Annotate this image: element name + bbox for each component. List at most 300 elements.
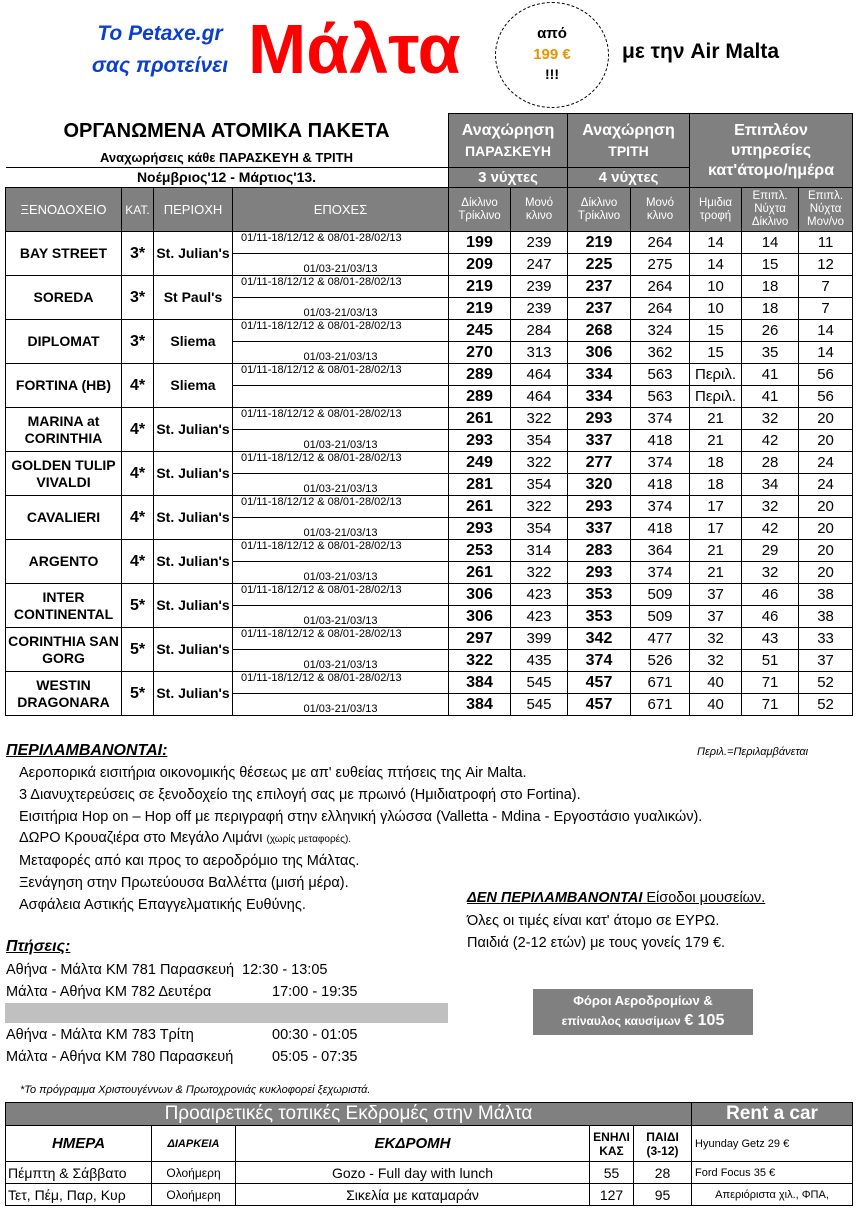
extra-night-single: 14 xyxy=(799,320,853,342)
hotel-price-row xyxy=(6,628,853,650)
price-fri-double: 289 xyxy=(449,386,511,408)
price-fri-single: 322 xyxy=(511,496,568,518)
taxes-line-2: επίναυλος καυσίμων xyxy=(561,1014,681,1028)
packages-title: ΟΡΓΑΝΩΜΕΝΑ ΑΤΟΜΙΚΑ ΠΑΚΕΤΑ xyxy=(63,120,390,142)
price-fri-double: 245 xyxy=(449,320,511,342)
price-tue-double: 320 xyxy=(568,474,631,496)
hotel-price-row xyxy=(6,276,853,298)
hotel-category: 5* xyxy=(122,584,154,628)
hotel-price-row xyxy=(6,364,853,386)
extra-night-single: 11 xyxy=(799,232,853,254)
extra-night-single: 12 xyxy=(799,254,853,276)
hotel-category: 3* xyxy=(122,276,154,320)
extra-night-single: 33 xyxy=(799,628,853,650)
price-tue-double: 334 xyxy=(568,364,631,386)
season-period: 01/03-21/03/13 xyxy=(233,650,449,672)
dep-fri-line2: ΠΑΡΑΣΚΕΥΗ xyxy=(465,142,551,159)
flights-title: Πτήσεις: xyxy=(6,938,71,955)
price-fri-double: 261 xyxy=(449,562,511,584)
dep-tue-header xyxy=(568,114,690,168)
price-fri-single: 464 xyxy=(511,364,568,386)
rent-title: Rent a car xyxy=(692,1103,853,1126)
hotel-price-row xyxy=(6,452,853,474)
extra-night-single: 56 xyxy=(799,364,853,386)
price-tue-single: 563 xyxy=(631,386,690,408)
half-board-price: 14 xyxy=(690,232,742,254)
half-board-price: 10 xyxy=(690,298,742,320)
price-fri-single: 399 xyxy=(511,628,568,650)
extra-night-single: 56 xyxy=(799,386,853,408)
hotel-name: WESTIN DRAGONARA xyxy=(6,672,122,716)
hotel-area: St. Julian's xyxy=(154,232,233,276)
hotel-area: Sliema xyxy=(154,364,233,408)
flight-route: Μάλτα - Αθήνα ΚΜ 780 Παρασκευή xyxy=(6,1049,234,1065)
season-period: 01/03-21/03/13 xyxy=(233,474,449,496)
excursion-row xyxy=(6,1162,853,1184)
season-period: 01/11-18/12/12 & 08/01-28/02/13 xyxy=(233,452,449,474)
hotel-category: 5* xyxy=(122,672,154,716)
half-board-price: 15 xyxy=(690,320,742,342)
price-tue-single: 563 xyxy=(631,364,690,386)
col-label: κλινο xyxy=(646,209,674,222)
price-tue-double: 337 xyxy=(568,430,631,452)
half-board-price: Περιλ. xyxy=(690,386,742,408)
price-tue-double: 353 xyxy=(568,606,631,628)
hotel-category: 4* xyxy=(122,408,154,452)
include-item: Ξενάγηση στην Πρωτεύουσα Βαλλέττα (μισή μέρα). xyxy=(19,874,349,891)
price-fri-single: 354 xyxy=(511,474,568,496)
price-fri-single: 354 xyxy=(511,430,568,452)
col-label: Μονό xyxy=(524,196,554,209)
dep-fri-header xyxy=(449,114,568,168)
season-period: 01/11-18/12/12 & 08/01-28/02/13 xyxy=(233,364,449,386)
hotel-category: 5* xyxy=(122,628,154,672)
taxes-line-2-wrap xyxy=(533,1011,753,1031)
half-board-price: 15 xyxy=(690,342,742,364)
extra-night-single: 20 xyxy=(799,540,853,562)
flight-route: Μάλτα - Αθήνα ΚΜ 782 Δευτέρα xyxy=(6,984,212,1000)
col-label: Μον/νο xyxy=(807,216,845,228)
flight-time: 00:30 - 01:05 xyxy=(272,1027,358,1043)
price-tue-single: 374 xyxy=(631,562,690,584)
price-fri-double: 270 xyxy=(449,342,511,364)
hotel-name: SOREDA xyxy=(6,276,122,320)
price-fri-single: 423 xyxy=(511,584,568,606)
price-tue-double: 277 xyxy=(568,452,631,474)
col-extra-night-double xyxy=(742,188,799,232)
dep-tue-line2: ΤΡΙΤΗ xyxy=(608,142,649,159)
taxes-box xyxy=(533,989,753,1035)
cruise-note: (χωρίς μεταφορές). xyxy=(266,834,352,846)
price-tue-double: 219 xyxy=(568,232,631,254)
extra-night-double: 28 xyxy=(742,452,799,474)
season-period: 01/11-18/12/12 & 08/01-28/02/13 xyxy=(233,408,449,430)
price-fri-double: 249 xyxy=(449,452,511,474)
price-tue-double: 334 xyxy=(568,386,631,408)
prices-note: Όλες οι τιμές είναι κατ' άτομο σε ΕΥΡΩ. xyxy=(467,913,720,929)
extra-night-double: 29 xyxy=(742,540,799,562)
extra-night-double: 32 xyxy=(742,562,799,584)
hotel-category: 4* xyxy=(122,364,154,408)
extra-night-double: 18 xyxy=(742,276,799,298)
title-spacer-2 xyxy=(6,168,449,188)
col-label: Ημιδια xyxy=(698,196,733,209)
half-board-price: 40 xyxy=(690,694,742,716)
col-half-board xyxy=(690,188,742,232)
price-tue-single: 374 xyxy=(631,496,690,518)
season-period: 01/11-18/12/12 & 08/01-28/02/13 xyxy=(233,672,449,694)
price-tue-double: 283 xyxy=(568,540,631,562)
season-period: 01/11-18/12/12 & 08/01-28/02/13 xyxy=(233,232,449,254)
flight-row xyxy=(6,982,357,1004)
half-board-price: 14 xyxy=(690,254,742,276)
col-label: Νύχτα xyxy=(809,203,842,215)
season-period: 01/11-18/12/12 & 08/01-28/02/13 xyxy=(233,320,449,342)
hotel-price-row xyxy=(6,540,853,562)
airline-label: με την Air Malta xyxy=(622,40,780,63)
hotel-price-row xyxy=(6,584,853,606)
price-fri-single: 239 xyxy=(511,232,568,254)
nights-tue: 4 νύχτες xyxy=(568,168,690,188)
col-label: κλινο xyxy=(525,209,553,222)
extra-night-double: 32 xyxy=(742,496,799,518)
price-tue-single: 477 xyxy=(631,628,690,650)
excursion-day: Τετ, Πέμ, Παρ, Κυρ xyxy=(6,1184,152,1206)
half-board-price: 18 xyxy=(690,474,742,496)
price-fri-double: 261 xyxy=(449,496,511,518)
price-fri-double: 297 xyxy=(449,628,511,650)
price-fri-single: 314 xyxy=(511,540,568,562)
extra-night-double: 71 xyxy=(742,694,799,716)
extra-night-double: 71 xyxy=(742,672,799,694)
season-period: 01/03-21/03/13 xyxy=(233,694,449,716)
price-table xyxy=(5,113,853,716)
hotel-name: FORTINA (HB) xyxy=(6,364,122,408)
include-item: Αεροπορικά εισιτήρια οικονομικής θέσεως με απ' ευθείας πτήσεις της Air Malta. xyxy=(19,765,527,781)
hotel-area: St. Julian's xyxy=(154,628,233,672)
extra-night-double: 51 xyxy=(742,650,799,672)
include-item: 3 Διανυχτερεύσεις σε ξενοδοχείο της επιλογή σας με πρωινό (Ημιδιατροφή στο Fortina). xyxy=(19,786,581,803)
half-board-price: 21 xyxy=(690,540,742,562)
price-fri-single: 354 xyxy=(511,518,568,540)
extra-night-double: 41 xyxy=(742,386,799,408)
extra-night-double: 42 xyxy=(742,518,799,540)
price-tue-double: 457 xyxy=(568,672,631,694)
price-tue-single: 509 xyxy=(631,584,690,606)
extra-services-header xyxy=(690,114,853,188)
rent-item: Ford Focus 35 € xyxy=(692,1162,853,1184)
extra-night-single: 20 xyxy=(799,430,853,452)
flight-route: Αθήνα - Μάλτα ΚΜ 783 Τρίτη xyxy=(6,1027,194,1043)
half-board-price: 32 xyxy=(690,628,742,650)
col-label: Επιπλ. xyxy=(752,190,788,202)
season-period: 01/03-21/03/13 xyxy=(233,342,449,364)
price-tue-double: 374 xyxy=(568,650,631,672)
hotel-price-row xyxy=(6,496,853,518)
price-tue-single: 362 xyxy=(631,342,690,364)
not-included xyxy=(467,888,765,910)
excursions-table xyxy=(5,1102,853,1206)
packages-subtitle-2: Νοέμβριος'12 - Μάρτιος'13. xyxy=(136,169,317,185)
half-board-price: 17 xyxy=(690,496,742,518)
price-fri-double: 322 xyxy=(449,650,511,672)
rent-item: Hyunday Getz 29 € xyxy=(692,1126,853,1162)
season-period: 01/11-18/12/12 & 08/01-28/02/13 xyxy=(233,540,449,562)
excursion-name: Σικελία με καταμαράν xyxy=(236,1184,590,1206)
taxes-amount: € 105 xyxy=(684,1012,725,1029)
col-label: ΕΝΗΛΙ xyxy=(593,1129,630,1144)
col-label: τροφή xyxy=(699,209,732,222)
price-tue-double: 293 xyxy=(568,408,631,430)
badge-exclaim: !!! xyxy=(545,66,559,82)
extra-night-single: 37 xyxy=(799,650,853,672)
extra-night-single: 7 xyxy=(799,298,853,320)
price-tue-single: 418 xyxy=(631,474,690,496)
price-fri-double: 219 xyxy=(449,298,511,320)
hotel-name: BAY STREET xyxy=(6,232,122,276)
col-cat: ΚΑΤ. xyxy=(122,188,154,232)
dep-fri-line1: Αναχώρηση xyxy=(461,121,555,139)
hotel-price-row xyxy=(6,320,853,342)
price-tue-single: 374 xyxy=(631,408,690,430)
price-tue-double: 306 xyxy=(568,342,631,364)
extra-night-single: 20 xyxy=(799,518,853,540)
excursion-duration: Ολοήμερη xyxy=(152,1162,236,1184)
price-tue-double: 237 xyxy=(568,298,631,320)
price-fri-single: 239 xyxy=(511,298,568,320)
col-label: (3-12) xyxy=(646,1143,679,1158)
hotel-area: St. Julian's xyxy=(154,672,233,716)
hotel-name: ARGENTO xyxy=(6,540,122,584)
col-area: ΠΕΡΙΟΧΗ xyxy=(154,188,233,232)
price-fri-double: 209 xyxy=(449,254,511,276)
hotel-name: GOLDEN TULIP VIVALDI xyxy=(6,452,122,496)
flight-time: 12:30 - 13:05 xyxy=(242,962,328,978)
rent-item: Απεριόριστα χιλ., ΦΠΑ, xyxy=(692,1184,853,1206)
hotel-price-row xyxy=(6,232,853,254)
price-tue-single: 418 xyxy=(631,518,690,540)
price-tue-single: 324 xyxy=(631,320,690,342)
price-fri-double: 289 xyxy=(449,364,511,386)
price-tue-single: 264 xyxy=(631,232,690,254)
extra-night-double: 35 xyxy=(742,342,799,364)
price-tue-single: 374 xyxy=(631,452,690,474)
season-period: 01/03-21/03/13 xyxy=(233,518,449,540)
include-item: Μεταφορές από και προς το αεροδρόμιο της Μάλτας. xyxy=(19,853,360,870)
price-fri-single: 545 xyxy=(511,694,568,716)
price-tue-double: 353 xyxy=(568,584,631,606)
price-fri-double: 306 xyxy=(449,606,511,628)
price-fri-double: 219 xyxy=(449,276,511,298)
footnote: *Το πρόγραμμα Χριστουγέννων & Πρωτοχρονιάς κυκλοφορεί ξεχωριστά. xyxy=(20,1084,371,1096)
hotel-name: DIPLOMAT xyxy=(6,320,122,364)
flight-row xyxy=(6,960,327,982)
col-tue-double xyxy=(568,188,631,232)
hotel-name: CORINTHIA SAN GORG xyxy=(6,628,122,672)
flights-divider xyxy=(5,1003,448,1023)
excursion-adult-price: 127 xyxy=(590,1184,634,1206)
hotel-name: INTER CONTINENTAL xyxy=(6,584,122,628)
col-label: ΠΑΙΔΙ xyxy=(646,1129,679,1144)
price-fri-single: 464 xyxy=(511,386,568,408)
includes-title: ΠΕΡΙΛΑΜΒΑΝΟΝΤΑΙ: xyxy=(6,742,168,759)
col-label: Δίκλινο xyxy=(580,196,618,209)
flight-row xyxy=(6,1025,357,1047)
extra-night-double: 46 xyxy=(742,584,799,606)
price-fri-double: 384 xyxy=(449,694,511,716)
col-excursion: ΕΚΔΡΟΜΗ xyxy=(236,1126,590,1162)
price-tue-single: 418 xyxy=(631,430,690,452)
price-fri-double: 306 xyxy=(449,584,511,606)
price-fri-double: 199 xyxy=(449,232,511,254)
extra-night-single: 52 xyxy=(799,672,853,694)
include-item: Ασφάλεια Αστικής Επαγγελματικής Ευθύνης. xyxy=(19,896,306,913)
hotel-category: 3* xyxy=(122,232,154,276)
price-tue-single: 264 xyxy=(631,276,690,298)
flight-time: 17:00 - 19:35 xyxy=(272,984,358,1000)
hotel-category: 3* xyxy=(122,320,154,364)
excursion-day: Πέμπτη & Σάββατο xyxy=(6,1162,152,1184)
price-fri-single: 322 xyxy=(511,562,568,584)
half-board-price: 21 xyxy=(690,430,742,452)
price-tue-single: 275 xyxy=(631,254,690,276)
excursion-row xyxy=(6,1184,853,1206)
season-period: 01/11-18/12/12 & 08/01-28/02/13 xyxy=(233,584,449,606)
include-item: Εισιτήρια Hop on – Hop off με περιγραφή στην ελληνική γλώσσα (Valletta - Mdina - Εργοστάσιο γυαλικών). xyxy=(19,808,703,825)
season-period: 01/11-18/12/12 & 08/01-28/02/13 xyxy=(233,496,449,518)
price-fri-single: 322 xyxy=(511,408,568,430)
price-fri-double: 281 xyxy=(449,474,511,496)
price-fri-double: 293 xyxy=(449,518,511,540)
half-board-price: 10 xyxy=(690,276,742,298)
include-item: ΔΩΡΟ Κρουαζιέρα στο Μεγάλο Λιμάνι xyxy=(19,830,263,847)
col-duration: ΔΙΑΡΚΕΙΑ xyxy=(152,1126,236,1162)
price-tue-single: 509 xyxy=(631,606,690,628)
badge-from: από xyxy=(537,25,567,42)
flight-row xyxy=(6,1047,357,1069)
price-tue-double: 237 xyxy=(568,276,631,298)
extra-line1: Επιπλέον xyxy=(734,121,808,139)
half-board-price: 18 xyxy=(690,452,742,474)
extra-night-double: 14 xyxy=(742,232,799,254)
extra-line3: κατ'άτομο/ημέρα xyxy=(708,161,835,179)
hotel-category: 4* xyxy=(122,496,154,540)
half-board-price: 37 xyxy=(690,606,742,628)
extra-night-double: 18 xyxy=(742,298,799,320)
price-tue-single: 671 xyxy=(631,694,690,716)
col-label: ΚΑΣ xyxy=(599,1143,624,1158)
price-fri-single: 284 xyxy=(511,320,568,342)
hotel-area: St. Julian's xyxy=(154,584,233,628)
price-tue-single: 364 xyxy=(631,540,690,562)
price-fri-single: 239 xyxy=(511,276,568,298)
half-board-price: 17 xyxy=(690,518,742,540)
price-tue-single: 671 xyxy=(631,672,690,694)
price-fri-single: 313 xyxy=(511,342,568,364)
include-item-cruise xyxy=(19,828,702,851)
extra-night-double: 32 xyxy=(742,408,799,430)
extra-night-double: 26 xyxy=(742,320,799,342)
price-tue-double: 342 xyxy=(568,628,631,650)
extra-night-double: 41 xyxy=(742,364,799,386)
packages-subtitle-1: Αναχωρήσεις κάθε ΠΑΡΑΣΚΕΥΗ & ΤΡΙΤΗ xyxy=(100,150,353,165)
not-included-text: Είσοδοι μουσείων. xyxy=(646,890,766,906)
season-period: 01/03-21/03/13 xyxy=(233,606,449,628)
not-included-title: ΔΕΝ ΠΕΡΙΛΑΜΒΑΝΟΝΤΑΙ xyxy=(467,890,643,906)
children-note: Παιδιά (2-12 ετών) με τους γονείς 179 €. xyxy=(467,935,726,951)
season-period: 01/03-21/03/13 xyxy=(233,430,449,452)
excursion-duration: Ολοήμερη xyxy=(152,1184,236,1206)
hotel-area: Sliema xyxy=(154,320,233,364)
half-board-price: 21 xyxy=(690,562,742,584)
col-fri-double xyxy=(449,188,511,232)
hotel-price-row xyxy=(6,408,853,430)
excursion-child-price: 28 xyxy=(634,1162,692,1184)
col-tue-single xyxy=(631,188,690,232)
price-fri-single: 545 xyxy=(511,672,568,694)
season-period: 01/03-21/03/13 xyxy=(233,254,449,276)
hotel-name: CAVALIERI xyxy=(6,496,122,540)
season-period: 01/03-21/03/13 xyxy=(233,562,449,584)
half-board-price: 32 xyxy=(690,650,742,672)
promo-line-2: σας προτείνει xyxy=(91,54,229,77)
col-day: ΗΜΕΡΑ xyxy=(6,1126,152,1162)
extra-night-single: 38 xyxy=(799,606,853,628)
price-fri-single: 247 xyxy=(511,254,568,276)
season-period xyxy=(233,386,449,408)
price-fri-double: 253 xyxy=(449,540,511,562)
col-child xyxy=(634,1126,692,1162)
extra-night-double: 15 xyxy=(742,254,799,276)
price-tue-double: 225 xyxy=(568,254,631,276)
excursion-child-price: 95 xyxy=(634,1184,692,1206)
hotel-name: MARINA at CORINTHIA xyxy=(6,408,122,452)
hotel-price-row xyxy=(6,672,853,694)
excursion-adult-price: 55 xyxy=(590,1162,634,1184)
col-label: Τρίκλινο xyxy=(577,209,621,222)
col-label: Επιπλ. xyxy=(808,190,844,202)
includes-note: Περιλ.=Περιλαμβάνεται xyxy=(697,746,809,758)
excursions-title: Προαιρετικές τοπικές Εκδρομές στην Μάλτα xyxy=(6,1103,692,1126)
price-tue-double: 293 xyxy=(568,496,631,518)
extra-night-single: 20 xyxy=(799,408,853,430)
price-fri-single: 423 xyxy=(511,606,568,628)
taxes-line-1: Φόροι Αεροδρομίων & xyxy=(573,993,713,1008)
title-spacer xyxy=(6,114,449,168)
extra-night-double: 43 xyxy=(742,628,799,650)
season-period: 01/11-18/12/12 & 08/01-28/02/13 xyxy=(233,276,449,298)
col-seasons: ΕΠΟΧΕΣ xyxy=(233,188,449,232)
price-tue-double: 293 xyxy=(568,562,631,584)
dep-tue-line1: Αναχώρηση xyxy=(582,121,675,139)
extra-night-double: 46 xyxy=(742,606,799,628)
price-badge xyxy=(495,2,609,108)
half-board-price: 21 xyxy=(690,408,742,430)
flight-time: 05:05 - 07:35 xyxy=(272,1049,358,1065)
col-fri-single xyxy=(511,188,568,232)
hotel-area: St. Julian's xyxy=(154,452,233,496)
hotel-area: St. Julian's xyxy=(154,496,233,540)
badge-price: 199 € xyxy=(533,46,571,63)
hotel-category: 4* xyxy=(122,540,154,584)
extra-night-single: 24 xyxy=(799,474,853,496)
hotel-area: St. Julian's xyxy=(154,408,233,452)
extra-night-single: 24 xyxy=(799,452,853,474)
col-adult xyxy=(590,1126,634,1162)
extra-night-double: 34 xyxy=(742,474,799,496)
hotel-category: 4* xyxy=(122,452,154,496)
price-fri-single: 322 xyxy=(511,452,568,474)
